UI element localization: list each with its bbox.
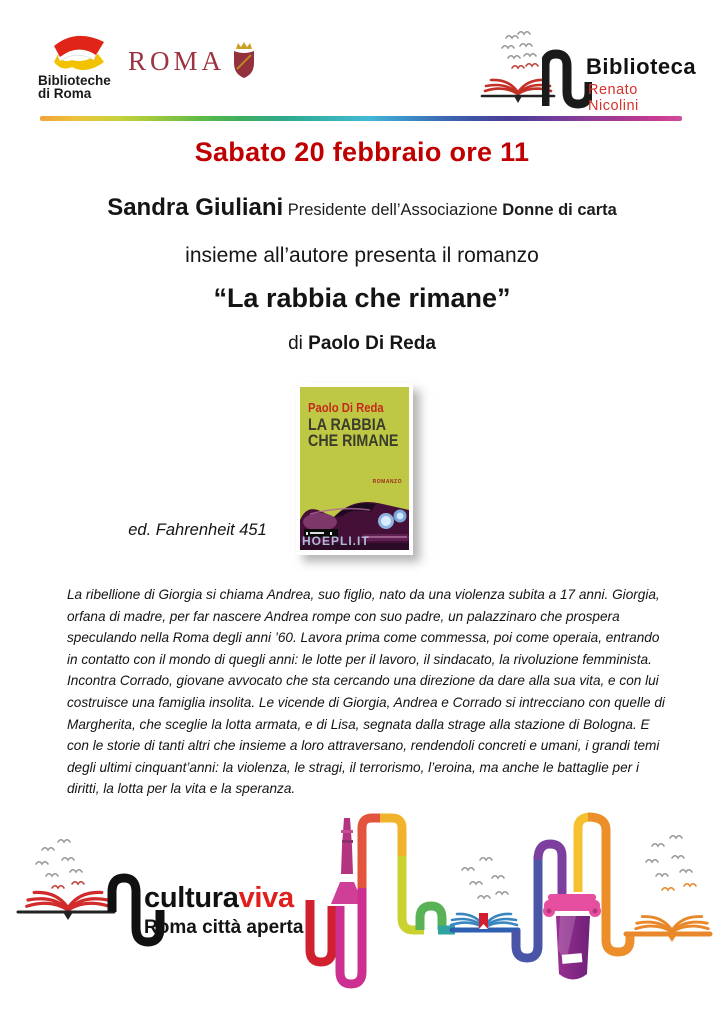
footer-open-book-left-icon [18, 840, 114, 920]
footer-open-book-orange-icon [626, 836, 710, 942]
column-icon [543, 894, 601, 980]
footer-open-book-blue-icon [451, 858, 518, 930]
event-date-title: Sabato 20 febbraio ore 11 [194, 137, 530, 167]
culturaviva-logo [144, 882, 303, 939]
rainbow-divider [40, 116, 682, 121]
biblioteche-book-icon [46, 34, 110, 74]
presenter-organization: Donne di carta [502, 201, 617, 219]
edition-label: ed. Fahrenheit 451 [128, 521, 267, 539]
cover-genre-text: ROMANZO [372, 479, 402, 485]
byline-author: Paolo Di Reda [308, 333, 436, 354]
book-title: “La rabbia che rimane” [213, 283, 511, 313]
brn-logo-subtitle: Renato Nicolini [588, 82, 639, 114]
byline-prefix: di [288, 333, 309, 354]
biblioteche-logo-line1: Biblioteche [38, 73, 111, 88]
biblioteche-di-roma-logo [38, 34, 138, 100]
culturaviva-logo-black: cultura [144, 882, 239, 914]
presenter-role: Presidente dell’Associazione [287, 201, 498, 219]
roma-logo [128, 46, 225, 77]
brn-logo-title: Biblioteca [586, 54, 697, 79]
biblioteche-logo-line2: di Roma [38, 86, 92, 101]
biblioteca-renato-nicolini-logo [478, 24, 697, 114]
cover-author-text: Paolo Di Reda [308, 401, 384, 415]
author-byline [0, 333, 724, 355]
culturaviva-logo-red: viva [238, 882, 294, 914]
book-cover-image [296, 383, 413, 555]
cover-watermark: HOEPLI.IT [302, 534, 370, 548]
cover-title-text: LA RABBIA CHE RIMANE [308, 415, 399, 450]
presenter-name: Sandra Giuliani [107, 194, 284, 221]
brn-squiggle-icon [542, 48, 592, 110]
synopsis-paragraph: La ribellione di Giorgia si chiama Andrea, suo figlio, nato da una violenza subita a 17 anni. Giorgia, orfana di madre, per far nascere Andrea rompe con suo padre, un palazzinaro che prospera speculando nella Roma degli anni ’60. Lavora prima come commessa, poi come operaia, entrando in contatto con il mondo di quegli anni: le lotte per il lavoro, il sindacato, la rivoluzione femminista. Incontra Corrado, giovane avvocato che sta cercando una direzione da dare alla sua vita, e con lui costruisce una famiglia insolita. Le vicende di Giorgia, Andrea e Corrado si intrecciano con quelle di Margherita, che sceglie la lotta armata, e di Lisa, segnata dalla strage alla stazione di Bologna. E con le storie di tanti altri che insieme a loro attraversano, rendendoli concreti e umani, i grandi temi degli ultimi cinquant’anni: la violenza, le stragi, il terrorismo, l’eroina, ma anche le battaglie per i diritti, la lotta per la vita e la speranza. [67, 587, 665, 797]
roma-logo-text: ROMA [128, 46, 226, 76]
intro-line: insieme all’autore presenta il romanzo [185, 244, 539, 267]
presenter-line [0, 194, 724, 222]
roma-shield-icon [230, 40, 258, 80]
cultura-skyline-graphic [0, 812, 724, 1024]
culturaviva-tagline: Roma città aperta [144, 917, 304, 938]
